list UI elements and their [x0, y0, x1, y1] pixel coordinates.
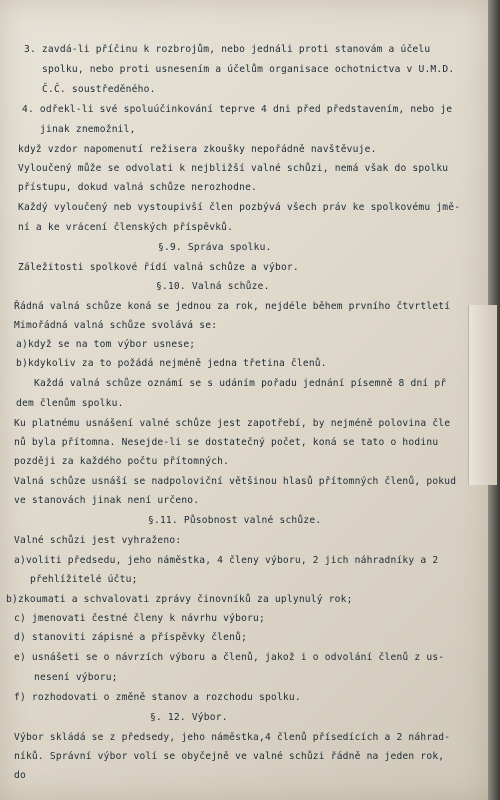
text-line: 4. odřekl-li své spoluúčinkování teprve 4 dni před představením, nebo je: [22, 104, 453, 115]
text-line: jinak znemožnil,: [40, 124, 136, 135]
section-heading: §.9. Správa spolku.: [158, 242, 272, 253]
text-line: f) rozhodovati o změně stanov a rozchodu spolku.: [14, 692, 301, 703]
text-line: dem členům spolku.: [16, 398, 124, 409]
text-line: nů byla přítomna. Nesejde-li se dostatečný počet, koná se tato o hodinu: [14, 437, 439, 448]
text-line: níků. Správní výbor volí se obyčejně ve valné schůzi řádně na jeden rok,: [14, 751, 445, 762]
text-line: a)když se na tom výbor usnese;: [16, 339, 196, 350]
text-line: Záležitosti spolkové řídí valná schůze a výbor.: [18, 262, 299, 273]
text-line: Valné schůzi jest vyhraženo:: [14, 535, 182, 546]
text-line: Výbor skládá se z předsedy, jeho náměstka,4 členů přísedících a 2 náhrad-: [14, 732, 451, 743]
text-line: ní a ke vrácení členských příspěvků.: [18, 222, 234, 233]
text-line: Každá valná schůze oznámí se s udáním pořadu jednání písemně 8 dní př: [34, 378, 447, 389]
section-heading: §. 12. Výbor.: [150, 712, 228, 723]
text-line: a)voliti předsedu, jeho náměstka, 4 členy výboru, 2 jich náhradníky a 2: [14, 555, 439, 566]
text-line: Každý vyloučený neb vystoupivší člen pozbývá všech práv ke spolkovému jmě-: [18, 202, 461, 213]
text-line: Valná schůze usnáší se nadpoloviční většinou hlasů přítomných členů, pokud: [14, 476, 457, 487]
text-line: Řádná valná schůze koná se jednou za rok, nejdéle během prvního čtvrtletí: [14, 301, 451, 312]
text-line: c) jmenovati čestné členy k návrhu výboru;: [14, 613, 265, 624]
text-line: e) usnášeti se o návrzích výboru a členů, jakož i o odvolání členů z us-: [14, 652, 445, 663]
text-line: Ku platnému usnášení valné schůze jest zapotřebí, by nejméně polovina čle: [14, 418, 451, 429]
text-line: Vyloučený může se odvolati k nejbližší valné schůzi, nemá však do spolku: [18, 163, 449, 174]
text-line: b)kdykoliv za to požádá nejméně jedna třetina členů.: [16, 358, 327, 369]
text-line: do: [14, 770, 26, 781]
text-line: nesení výboru;: [34, 672, 118, 683]
text-line: když vzdor napomenutí režisera zkoušky nepořádně navštěvuje.: [18, 144, 377, 155]
text-line: Č.Č. soustředěného.: [42, 84, 156, 95]
text-line: d) stanoviti zápisné a příspěvky členů;: [14, 632, 248, 643]
text-line: Mimořádná valná schůze svolává se:: [14, 320, 218, 331]
text-line: později za každého počtu přítomných.: [14, 456, 230, 467]
folded-page-corner: [468, 305, 497, 485]
text-line: ve stanovách jinak není určeno.: [14, 495, 200, 506]
text-line: přehlížitelé účtu;: [30, 574, 138, 585]
section-heading: §.11. Působnost valné schůze.: [148, 515, 322, 526]
section-heading: §.10. Valná schůze.: [156, 281, 270, 292]
text-line: b)zkoumati a schvalovati zprávy činovníků za uplynulý rok;: [6, 594, 353, 605]
text-line: spolku, nebo proti usnesením a účelům organisace ochotnictva v U.M.D.: [42, 64, 455, 75]
text-line: přístupu, dokud valná schůze nerozhodne.: [18, 182, 258, 193]
text-line: 3. zavdá-li příčinu k rozbrojům, nebo jednáli proti stanovám a účelu: [24, 44, 431, 55]
